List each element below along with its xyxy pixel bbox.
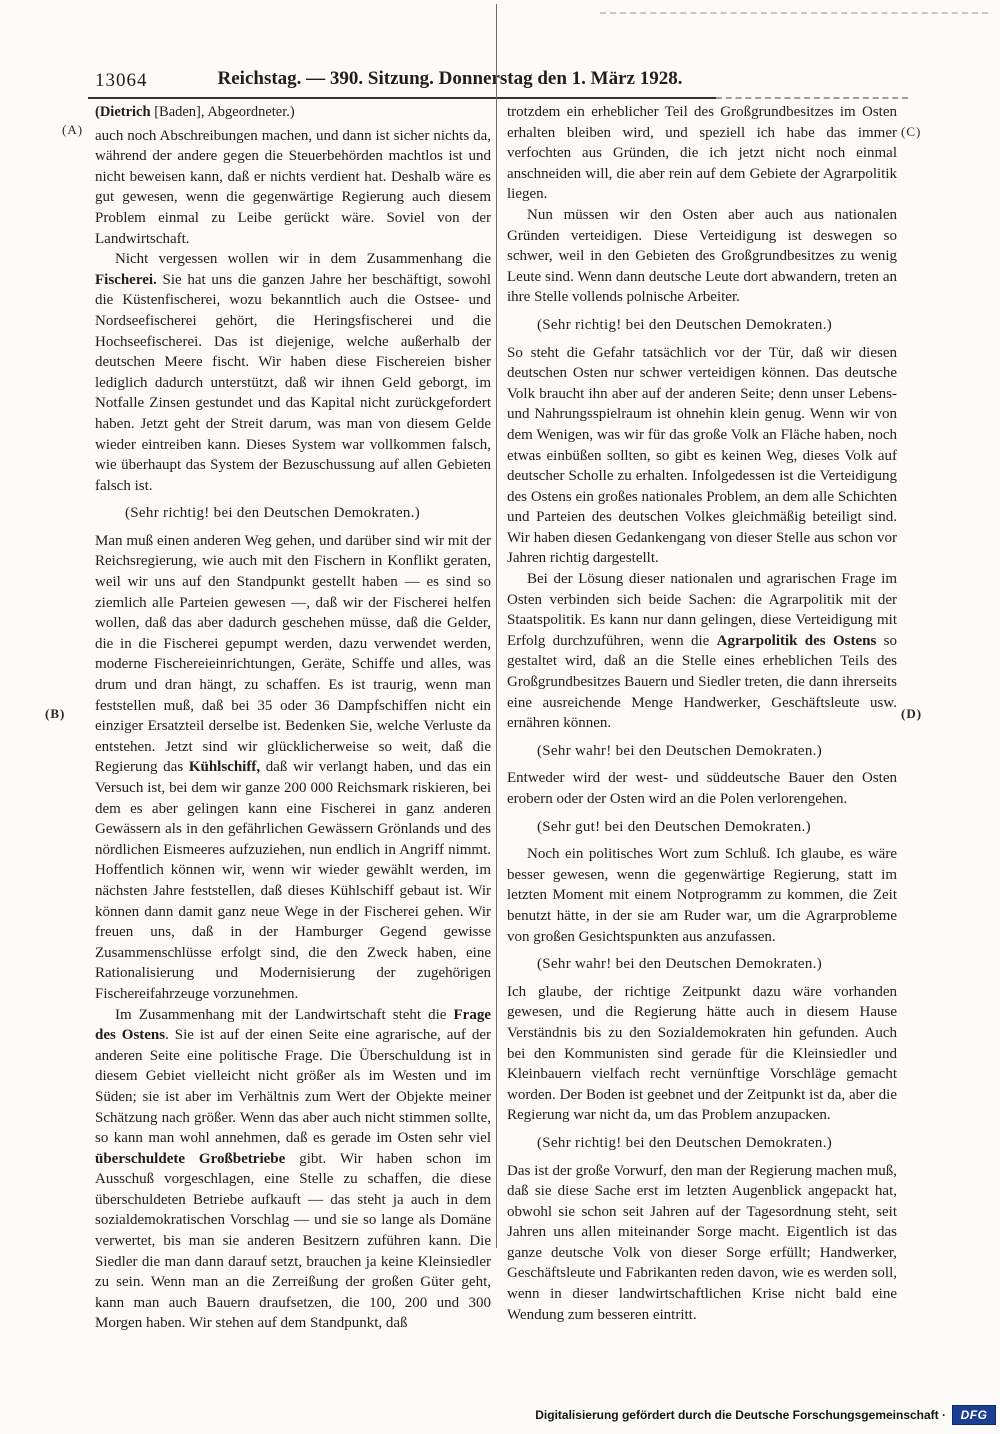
interjection-line: (Sehr richtig! bei den Deutschen Demokraten.) bbox=[125, 505, 421, 522]
bold-emphasis: (Dietrich bbox=[95, 104, 151, 120]
margin-label-b: (B) bbox=[45, 706, 66, 721]
speech-paragraph: Im Zusammenhang mit der Landwirtschaft steht die Frage des Ostens. Sie ist auf der einen Seite eine agrarische, auf der anderen Seite eine politische Frage. Die Überschuldung ist in diesem Gebiet vielleicht nicht größer als im Westen und im Süden; sie ist aber im Verhältnis zum Wert der Objekte meiner Schätzung nach größer. Wenn das aber auch nicht stimmen sollte, so kann man wohl annehmen, daß es gerade im Osten sehr viel überschuldete Großbetriebe gibt. Wir haben schon im Ausschuß vorgeschlagen, eine Stelle zu schaffen, die diese überschuldeten Betriebe aufkauft — das steht ja auch in dem sozialdemokratischen Vorschlag — und sie so lange als Domäne verwertet, bis man sie anderen Besitzern zuführen kann. Die Siedler die man dann darauf setzt, brauchen ja keine Kleinsiedler zu sein. Wenn man an die Zerreißung der großen Güter geht, kann man auch Bauern draufsetzen, die 100, 200 und 300 Morgen haben. Wir stehen auf dem Standpunkt, daß bbox=[95, 1006, 491, 1332]
page-title: Reichstag. — 390. Sitzung. Donnerstag den 1. März 1928. bbox=[217, 68, 683, 89]
speaker-line: (Dietrich [Baden], Abgeordneter.) bbox=[95, 104, 295, 120]
speech-paragraph: Das ist der große Vorwurf, den man der Regierung machen muß, daß sie diese Sache erst im letzten Augenblick angepackt hat, obwohl sie schon seit Jahren auf der Tagesordnung steht, seit Jahren uns allen miteinander Sorge macht. Eigentlich ist das ganze deutsche Volk von dieser Sorge erfüllt; Handwerker, Geschäftsleute und Fabrikanten reden davon, wie es werden soll, wenn in dieser landwirtschaftlichen Krise nicht bald eine Wendung zum besseren eintritt. bbox=[507, 1162, 897, 1323]
speech-paragraph: trotzdem ein erheblicher Teil des Großgrundbesitzes im Osten erhalten bleiben wird, und speziell ich habe das immer verfochten aus Gründen, die ich jetzt nicht noch einmal anschneiden will, die aber rein auf dem Gebiete der Agrarpolitik liegen. bbox=[507, 104, 897, 203]
bold-emphasis: Fischerei. bbox=[95, 271, 157, 288]
bold-emphasis: Frage des Ostens bbox=[95, 1006, 491, 1044]
bold-emphasis: Kühlschiff, bbox=[188, 759, 261, 776]
speech-paragraph: Nun müssen wir den Osten aber auch aus nationalen Gründen verteidigen. Diese Verteidigung ist deswegen so schwer, weil in den Gebieten des Großgrundbesitzes zu wenig Leute sind. Wenn dann deutsche Leute dort abwandern, treten an ihre Stelle vollends polnische Arbeiter. bbox=[507, 206, 897, 306]
margin-label-c: (C) bbox=[901, 124, 922, 139]
speech-paragraph: Noch ein politisches Wort zum Schluß. Ich glaube, es wäre besser gewesen, wenn die gegenwärtige Regierung, statt im letzten Moment mit einem Notprogramm zu kommen, die Zeit benutzt hätte, in der sie am Ruder war, um die Agrarprobleme von großen Gesichtspunkten aus anzufassen. bbox=[507, 846, 897, 945]
speech-paragraph: So steht die Gefahr tatsächlich vor der Tür, daß wir diesen deutschen Osten nur schwer verteidigen können. Das deutsche Volk braucht ihn aber auf der anderen Seite; denn unser Lebens- und Nahrungsspielraum ist ohnehin klein genug. Wenn wir von dem Wenigen, was wir für das große Volk an Fläche haben, noch etwas einbüßen sollten, so gibt es keinen Weg, dieses Volk auf deutscher Scholle zu erhalten. Infolgedessen ist die Verteidigung des Ostens ein großes nationales Problem, an dem alle Schichten und Parteien des deutschen Volkes gleichmäßig beteiligt sind. Wir haben diesen Gedankengang von dieser Stelle aus schon vor Jahren richtig dargestellt. bbox=[507, 344, 897, 567]
dfg-logo: DFG bbox=[952, 1405, 996, 1425]
interjection-line: (Sehr wahr! bei den Deutschen Demokraten.) bbox=[537, 956, 822, 973]
interjection-line: (Sehr richtig! bei den Deutschen Demokraten.) bbox=[537, 316, 833, 333]
speech-paragraph: Bei der Lösung dieser nationalen und agrarischen Frage im Osten verbinden sich beide Sachen: die Agrarpolitik mit der Staatspolitik. Es kann nur dann gelingen, diese Verteidigung mit Erfolg durchzuführen, wenn die Agrarpolitik des Ostens so gestaltet wird, daß an die Stelle eines erheblichen Teils des Großgrundbesitzes Bauern und Siedler treten, die dann ihrerseits eine ausreichende Menge Handwerker, Geschäftsleute usw. ernähren können. bbox=[507, 571, 897, 732]
interjection-line: (Sehr wahr! bei den Deutschen Demokraten.) bbox=[537, 742, 822, 759]
speech-paragraph: Entweder wird der west- und süddeutsche Bauer den Osten erobern oder der Osten wird an die Polen verlorengehen. bbox=[507, 770, 897, 807]
column-left bbox=[95, 102, 491, 1352]
speech-paragraph: Ich glaube, der richtige Zeitpunkt dazu wäre vorhanden gewesen, und die Regierung hätte auch in diesem Hause Verständnis bis zu den Sozialdemokraten hin gefunden. Auch bei den Kommunisten sind gerade für die Kleinsiedler und Kleinbauern vielfach recht vernünftige Vorschläge gemacht worden. Der Boden ist geebnet und der Zeitpunkt ist da, aber die Regierung war nicht da, um das Problem anzupacken. bbox=[507, 983, 897, 1124]
interjection-line: (Sehr richtig! bei den Deutschen Demokraten.) bbox=[537, 1134, 833, 1151]
digitization-credit-text: Digitalisierung gefördert durch die Deutsche Forschungsgemeinschaft · bbox=[535, 1408, 946, 1422]
speech-paragraph: Man muß einen anderen Weg gehen, und darüber sind wir mit der Reichsregierung, wie auch mit den Fischern in Konflikt geraten, weil wir uns auf den Standpunkt gestellt haben — es sind so ziemlich alle Parteien gewesen —, daß wir der Fischerei helfen wollen, daß das aber dadurch geschehen müsse, daß die Gelder, die in die Fischerei gepumpt werden, dazu verwendet werden, moderne Fischereieinrichtungen, Geräte, Schiffe und alles, was drum und dran hängt, zu schaffen. Es ist traurig, wenn man feststellen muß, daß bei 35 oder 36 Dampfschiffen nicht ein einziger Ersatzteil derselbe ist. Bedenken Sie, welche Verluste da entstehen. Jetzt sind wir glücklicherweise so weit, daß die Regierung das Kühlschiff, daß wir verlangt haben, und das ein Versuch ist, bei dem wir ganze 200 000 Reichsmark riskieren, bei dem es aber gelingen kann eine Fischerei in ganz anderen Gewässern als in den gefährlichen Gewässern Grönlands und des nördlichen Eismeeres aufzuziehen, nun endlich in Angriff nimmt. Hoffentlich können wir, wenn wir wieder gewählt werden, im nächsten Jahre feststellen, daß dieses Kühlschiff gebaut ist. Wir können dann damit ganz neue Wege in der Fischerei gehen. Wir freuen uns, daß in der Hamburger Gegend gewisse Zusammenschlüsse erfolgt sind, die den Zweck haben, eine Rationalisierung und Modernisierung der zugehörigen Fischereifahrzeuge vorzunehmen. bbox=[95, 532, 491, 1002]
page-header bbox=[95, 68, 905, 96]
scan-artifact-dashes bbox=[600, 12, 988, 14]
bold-emphasis: Agrarpolitik des Ostens bbox=[716, 632, 877, 649]
interjection-line: (Sehr gut! bei den Deutschen Demokraten.) bbox=[537, 818, 811, 835]
header-rule bbox=[88, 97, 716, 99]
header-rule-dashed bbox=[716, 97, 908, 99]
margin-label-a: (A) bbox=[62, 122, 84, 137]
column-divider-rule bbox=[496, 4, 497, 1248]
column-gap bbox=[491, 102, 507, 1352]
speech-paragraph: Nicht vergessen wollen wir in dem Zusammenhang die Fischerei. Sie hat uns die ganzen Jahre her beschäftigt, sowohl die Küstenfischerei, wozu bekanntlich auch die Ostsee- und Nordseefischerei gehört, die Heringsfischerei und die Hochseefischerei. Das ist diejenige, welche außerhalb der deutschen Meere fischt. Wir haben diese Fischereien bisher lediglich dadurch unterstützt, daß wir ihnen Geld geborgt, im Notfalle Zinsen gestundet und das Kapital nicht zurückgefordert haben. Jetzt geht der Streit darum, was man von diesem Gelde wieder eintreiben kann. Dieses System war vollkommen falsch, wie überhaupt das System der Bezuschussung auf allen Gebieten falsch ist. bbox=[95, 251, 491, 494]
page-number: 13064 bbox=[95, 70, 148, 91]
column-right bbox=[507, 102, 897, 1352]
speech-paragraph: auch noch Abschreibungen machen, und dann ist sicher nichts da, während der andere gegen die Steuerbehörden machtlos ist und nicht beweisen kann, daß er nichts verdient hat. Deshalb wäre es gut gewesen, wenn die gegenwärtige Regierung auch diesem Problem einmal zu Leibe gerückt wäre. Soviel von der Landwirtschaft. bbox=[95, 127, 491, 247]
digitization-footer bbox=[535, 1405, 996, 1425]
bold-emphasis: überschuldete Großbetriebe bbox=[95, 1150, 286, 1167]
margin-label-d: (D) bbox=[901, 706, 923, 721]
